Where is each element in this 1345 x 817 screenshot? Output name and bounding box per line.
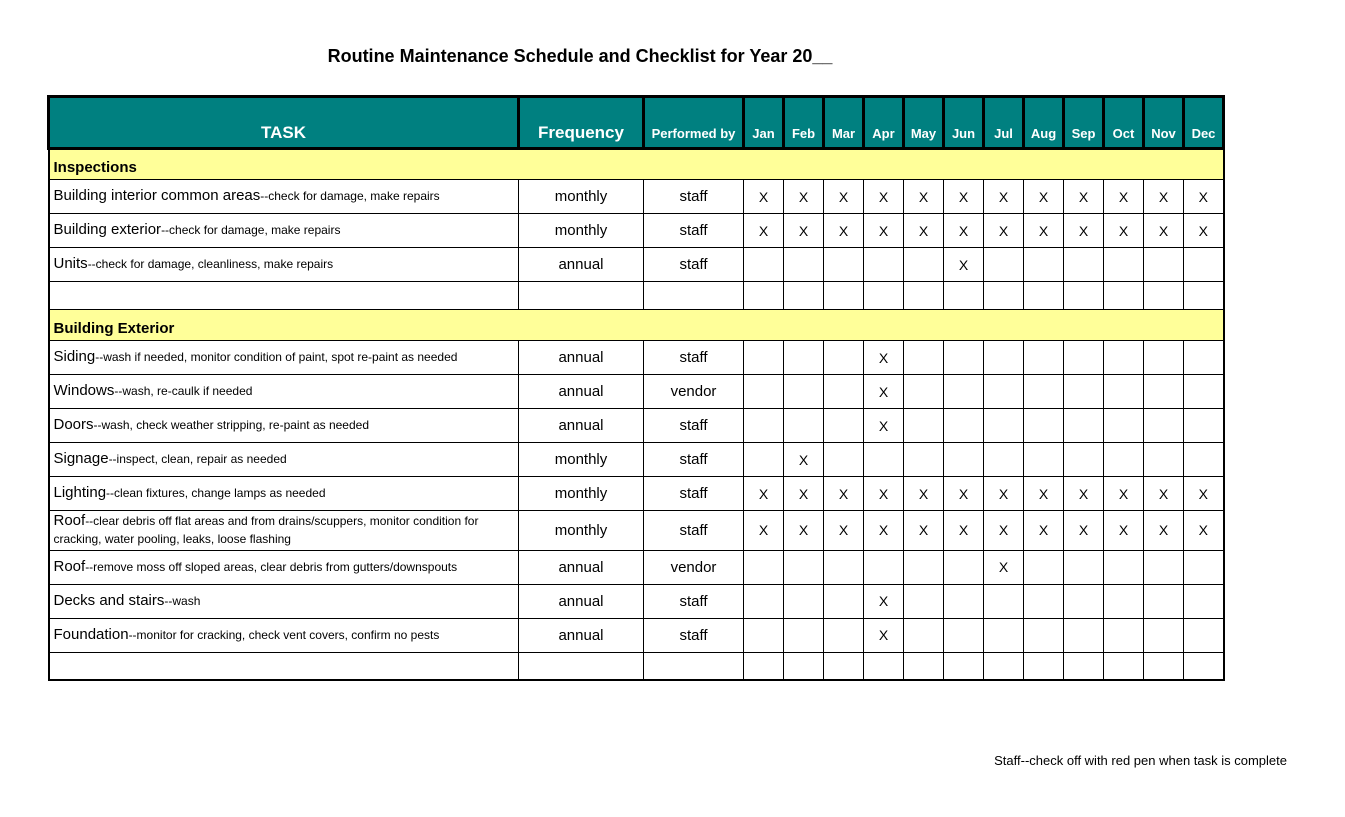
frequency-cell: annual xyxy=(519,584,644,618)
empty-performed-by-cell xyxy=(644,282,744,310)
performed-by-cell: staff xyxy=(644,618,744,652)
month-empty-cell-nov xyxy=(1144,375,1184,409)
month-mark-cell-feb: X xyxy=(784,214,824,248)
task-cell xyxy=(49,248,519,282)
month-empty-cell-may xyxy=(904,409,944,443)
month-empty-cell-feb xyxy=(784,341,824,375)
month-empty-cell-oct xyxy=(1104,248,1144,282)
performed-by-cell: staff xyxy=(644,248,744,282)
empty-month-cell-oct xyxy=(1104,282,1144,310)
month-empty-cell-nov xyxy=(1144,584,1184,618)
month-mark-cell-oct: X xyxy=(1104,214,1144,248)
col-header-month-dec: Dec xyxy=(1184,97,1224,149)
month-mark-cell-jun: X xyxy=(944,180,984,214)
month-empty-cell-oct xyxy=(1104,618,1144,652)
performed-by-cell: staff xyxy=(644,180,744,214)
month-empty-cell-mar xyxy=(824,618,864,652)
task-cell xyxy=(49,618,519,652)
month-empty-cell-oct xyxy=(1104,375,1144,409)
month-mark-cell-nov: X xyxy=(1144,511,1184,551)
col-header-month-mar: Mar xyxy=(824,97,864,149)
col-header-month-apr: Apr xyxy=(864,97,904,149)
month-empty-cell-aug xyxy=(1024,618,1064,652)
performed-by-cell: staff xyxy=(644,477,744,511)
month-empty-cell-may xyxy=(904,550,944,584)
month-mark-cell-may: X xyxy=(904,511,944,551)
task-description: --check for damage, cleanliness, make repairs xyxy=(87,257,334,272)
performed-by-cell: vendor xyxy=(644,375,744,409)
task-cell xyxy=(49,409,519,443)
month-empty-cell-jan xyxy=(744,375,784,409)
empty-month-cell-nov xyxy=(1144,652,1184,680)
empty-month-cell-jun xyxy=(944,282,984,310)
month-empty-cell-jun xyxy=(944,375,984,409)
month-empty-cell-dec xyxy=(1184,409,1224,443)
task-row xyxy=(49,477,1224,511)
month-empty-cell-dec xyxy=(1184,443,1224,477)
month-empty-cell-aug xyxy=(1024,584,1064,618)
month-empty-cell-oct xyxy=(1104,443,1144,477)
month-empty-cell-dec xyxy=(1184,584,1224,618)
month-mark-cell-apr: X xyxy=(864,375,904,409)
month-empty-cell-jan xyxy=(744,584,784,618)
section-row xyxy=(49,149,1224,180)
col-header-month-sep: Sep xyxy=(1064,97,1104,149)
task-description: --remove moss off sloped areas, clear debris from gutters/downspouts xyxy=(85,560,458,575)
month-empty-cell-aug xyxy=(1024,550,1064,584)
col-header-month-jun: Jun xyxy=(944,97,984,149)
month-mark-cell-feb: X xyxy=(784,443,824,477)
month-mark-cell-may: X xyxy=(904,180,944,214)
month-empty-cell-sep xyxy=(1064,584,1104,618)
month-empty-cell-jun xyxy=(944,409,984,443)
month-empty-cell-jul xyxy=(984,443,1024,477)
month-empty-cell-feb xyxy=(784,550,824,584)
empty-task-cell xyxy=(49,652,519,680)
month-mark-cell-jul: X xyxy=(984,477,1024,511)
empty-month-cell-apr xyxy=(864,652,904,680)
month-mark-cell-apr: X xyxy=(864,214,904,248)
month-empty-cell-jul xyxy=(984,618,1024,652)
empty-performed-by-cell xyxy=(644,652,744,680)
empty-month-cell-mar xyxy=(824,282,864,310)
empty-month-cell-feb xyxy=(784,282,824,310)
col-header-task: TASK xyxy=(49,97,519,149)
maintenance-schedule-table xyxy=(47,95,1225,681)
performed-by-cell: staff xyxy=(644,443,744,477)
month-empty-cell-oct xyxy=(1104,550,1144,584)
month-empty-cell-aug xyxy=(1024,443,1064,477)
month-empty-cell-may xyxy=(904,584,944,618)
task-row xyxy=(49,409,1224,443)
performed-by-cell: staff xyxy=(644,511,744,551)
month-empty-cell-mar xyxy=(824,443,864,477)
empty-month-cell-aug xyxy=(1024,652,1064,680)
frequency-cell: monthly xyxy=(519,477,644,511)
month-empty-cell-jan xyxy=(744,618,784,652)
col-header-month-may: May xyxy=(904,97,944,149)
col-header-month-feb: Feb xyxy=(784,97,824,149)
performed-by-cell: staff xyxy=(644,584,744,618)
empty-month-cell-dec xyxy=(1184,282,1224,310)
month-mark-cell-jul: X xyxy=(984,550,1024,584)
month-mark-cell-nov: X xyxy=(1144,214,1184,248)
month-empty-cell-jul xyxy=(984,248,1024,282)
month-empty-cell-feb xyxy=(784,618,824,652)
month-mark-cell-mar: X xyxy=(824,214,864,248)
month-empty-cell-nov xyxy=(1144,618,1184,652)
task-description: --wash xyxy=(164,594,201,609)
month-mark-cell-apr: X xyxy=(864,511,904,551)
col-header-month-nov: Nov xyxy=(1144,97,1184,149)
month-empty-cell-mar xyxy=(824,341,864,375)
task-cell xyxy=(49,214,519,248)
month-empty-cell-dec xyxy=(1184,618,1224,652)
month-empty-cell-mar xyxy=(824,248,864,282)
month-empty-cell-jun xyxy=(944,341,984,375)
month-mark-cell-oct: X xyxy=(1104,477,1144,511)
month-mark-cell-may: X xyxy=(904,477,944,511)
empty-month-cell-jul xyxy=(984,282,1024,310)
frequency-cell: annual xyxy=(519,375,644,409)
frequency-cell: annual xyxy=(519,248,644,282)
empty-month-cell-may xyxy=(904,652,944,680)
task-name: Windows xyxy=(53,382,115,400)
performed-by-cell: staff xyxy=(644,341,744,375)
month-empty-cell-jul xyxy=(984,341,1024,375)
section-row xyxy=(49,310,1224,341)
empty-month-cell-jan xyxy=(744,282,784,310)
month-empty-cell-may xyxy=(904,341,944,375)
task-row xyxy=(49,341,1224,375)
month-mark-cell-jun: X xyxy=(944,214,984,248)
empty-month-cell-nov xyxy=(1144,282,1184,310)
task-cell xyxy=(49,550,519,584)
empty-month-cell-jun xyxy=(944,652,984,680)
month-empty-cell-jun xyxy=(944,550,984,584)
task-row xyxy=(49,443,1224,477)
month-mark-cell-jun: X xyxy=(944,477,984,511)
month-empty-cell-sep xyxy=(1064,375,1104,409)
task-cell xyxy=(49,511,519,551)
month-empty-cell-jul xyxy=(984,409,1024,443)
task-row xyxy=(49,214,1224,248)
month-empty-cell-jan xyxy=(744,443,784,477)
task-row xyxy=(49,511,1224,551)
month-mark-cell-nov: X xyxy=(1144,477,1184,511)
month-empty-cell-jun xyxy=(944,584,984,618)
month-mark-cell-aug: X xyxy=(1024,214,1064,248)
month-empty-cell-oct xyxy=(1104,584,1144,618)
section-label: Inspections xyxy=(49,149,1224,180)
month-mark-cell-feb: X xyxy=(784,477,824,511)
frequency-cell: annual xyxy=(519,341,644,375)
month-mark-cell-oct: X xyxy=(1104,180,1144,214)
month-empty-cell-sep xyxy=(1064,618,1104,652)
month-empty-cell-nov xyxy=(1144,443,1184,477)
frequency-cell: monthly xyxy=(519,511,644,551)
frequency-cell: monthly xyxy=(519,214,644,248)
month-mark-cell-oct: X xyxy=(1104,511,1144,551)
task-row xyxy=(49,375,1224,409)
month-empty-cell-aug xyxy=(1024,341,1064,375)
empty-row xyxy=(49,652,1224,680)
month-empty-cell-jan xyxy=(744,550,784,584)
performed-by-cell: staff xyxy=(644,214,744,248)
col-header-month-jan: Jan xyxy=(744,97,784,149)
col-header-month-oct: Oct xyxy=(1104,97,1144,149)
task-cell xyxy=(49,180,519,214)
month-mark-cell-jul: X xyxy=(984,180,1024,214)
month-empty-cell-aug xyxy=(1024,375,1064,409)
month-mark-cell-jun: X xyxy=(944,248,984,282)
month-empty-cell-dec xyxy=(1184,550,1224,584)
empty-row xyxy=(49,282,1224,310)
frequency-cell: annual xyxy=(519,409,644,443)
col-header-month-aug: Aug xyxy=(1024,97,1064,149)
month-empty-cell-sep xyxy=(1064,443,1104,477)
task-name: Doors xyxy=(53,416,94,434)
month-mark-cell-may: X xyxy=(904,214,944,248)
month-empty-cell-nov xyxy=(1144,341,1184,375)
task-row xyxy=(49,248,1224,282)
month-empty-cell-feb xyxy=(784,375,824,409)
month-empty-cell-nov xyxy=(1144,409,1184,443)
empty-month-cell-aug xyxy=(1024,282,1064,310)
task-name: Building exterior xyxy=(53,221,162,239)
frequency-cell: annual xyxy=(519,618,644,652)
header-row xyxy=(49,97,1224,149)
month-empty-cell-mar xyxy=(824,584,864,618)
section-label: Building Exterior xyxy=(49,310,1224,341)
month-mark-cell-sep: X xyxy=(1064,180,1104,214)
month-mark-cell-feb: X xyxy=(784,180,824,214)
month-empty-cell-may xyxy=(904,248,944,282)
month-empty-cell-aug xyxy=(1024,248,1064,282)
month-mark-cell-jan: X xyxy=(744,477,784,511)
task-cell xyxy=(49,443,519,477)
month-mark-cell-apr: X xyxy=(864,477,904,511)
month-mark-cell-apr: X xyxy=(864,341,904,375)
month-mark-cell-dec: X xyxy=(1184,477,1224,511)
month-mark-cell-sep: X xyxy=(1064,214,1104,248)
empty-month-cell-dec xyxy=(1184,652,1224,680)
task-name: Foundation xyxy=(53,626,129,644)
month-empty-cell-apr xyxy=(864,248,904,282)
col-header-frequency: Frequency xyxy=(519,97,644,149)
month-mark-cell-apr: X xyxy=(864,618,904,652)
month-empty-cell-apr xyxy=(864,550,904,584)
month-mark-cell-sep: X xyxy=(1064,477,1104,511)
col-header-performed-by: Performed by xyxy=(644,97,744,149)
month-empty-cell-dec xyxy=(1184,248,1224,282)
col-header-month-jul: Jul xyxy=(984,97,1024,149)
month-empty-cell-apr xyxy=(864,443,904,477)
month-mark-cell-jul: X xyxy=(984,214,1024,248)
month-empty-cell-mar xyxy=(824,409,864,443)
month-empty-cell-dec xyxy=(1184,375,1224,409)
task-cell xyxy=(49,341,519,375)
task-description: --check for damage, make repairs xyxy=(260,189,440,204)
task-name: Roof xyxy=(53,558,86,576)
frequency-cell: annual xyxy=(519,550,644,584)
task-row xyxy=(49,550,1224,584)
month-empty-cell-sep xyxy=(1064,248,1104,282)
month-empty-cell-jul xyxy=(984,375,1024,409)
month-empty-cell-oct xyxy=(1104,409,1144,443)
month-mark-cell-aug: X xyxy=(1024,180,1064,214)
task-description: --clear debris off flat areas and from drains/scuppers, monitor condition for cracking, water pooling, leaks, loose flashing xyxy=(53,514,479,547)
month-mark-cell-dec: X xyxy=(1184,214,1224,248)
month-empty-cell-sep xyxy=(1064,550,1104,584)
month-empty-cell-may xyxy=(904,443,944,477)
task-row xyxy=(49,584,1224,618)
month-mark-cell-dec: X xyxy=(1184,180,1224,214)
empty-month-cell-sep xyxy=(1064,652,1104,680)
task-cell xyxy=(49,375,519,409)
table-header xyxy=(49,97,1224,149)
month-empty-cell-may xyxy=(904,375,944,409)
empty-month-cell-mar xyxy=(824,652,864,680)
empty-frequency-cell xyxy=(519,652,644,680)
month-mark-cell-dec: X xyxy=(1184,511,1224,551)
frequency-cell: monthly xyxy=(519,443,644,477)
month-empty-cell-nov xyxy=(1144,248,1184,282)
task-description: --check for damage, make repairs xyxy=(161,223,341,238)
month-mark-cell-mar: X xyxy=(824,511,864,551)
month-mark-cell-jun: X xyxy=(944,511,984,551)
month-empty-cell-jul xyxy=(984,584,1024,618)
month-empty-cell-mar xyxy=(824,550,864,584)
footer-note: Staff--check off with red pen when task is complete xyxy=(994,753,1287,768)
month-empty-cell-feb xyxy=(784,584,824,618)
task-name: Units xyxy=(53,255,88,273)
month-mark-cell-mar: X xyxy=(824,477,864,511)
task-row xyxy=(49,618,1224,652)
empty-month-cell-feb xyxy=(784,652,824,680)
task-name: Roof xyxy=(53,512,86,529)
task-name: Siding xyxy=(53,348,96,366)
task-name: Lighting xyxy=(53,484,107,502)
task-description: --wash, re-caulk if needed xyxy=(114,384,253,399)
task-description: --wash if needed, monitor condition of paint, spot re-paint as needed xyxy=(95,350,458,365)
month-empty-cell-feb xyxy=(784,409,824,443)
month-mark-cell-feb: X xyxy=(784,511,824,551)
month-mark-cell-aug: X xyxy=(1024,511,1064,551)
task-name: Signage xyxy=(53,450,109,468)
month-mark-cell-sep: X xyxy=(1064,511,1104,551)
month-empty-cell-mar xyxy=(824,375,864,409)
empty-month-cell-sep xyxy=(1064,282,1104,310)
task-description: --clean fixtures, change lamps as needed xyxy=(106,486,326,501)
empty-month-cell-may xyxy=(904,282,944,310)
task-name: Building interior common areas xyxy=(53,187,261,205)
month-mark-cell-jul: X xyxy=(984,511,1024,551)
empty-month-cell-jan xyxy=(744,652,784,680)
frequency-cell: monthly xyxy=(519,180,644,214)
performed-by-cell: vendor xyxy=(644,550,744,584)
month-mark-cell-jan: X xyxy=(744,180,784,214)
page-title: Routine Maintenance Schedule and Checklist for Year 20__ xyxy=(327,46,833,66)
task-name: Decks and stairs xyxy=(53,592,165,610)
table-body xyxy=(49,149,1224,681)
month-mark-cell-apr: X xyxy=(864,180,904,214)
month-mark-cell-nov: X xyxy=(1144,180,1184,214)
performed-by-cell: staff xyxy=(644,409,744,443)
empty-month-cell-jul xyxy=(984,652,1024,680)
task-cell xyxy=(49,477,519,511)
month-empty-cell-oct xyxy=(1104,341,1144,375)
month-mark-cell-mar: X xyxy=(824,180,864,214)
month-empty-cell-may xyxy=(904,618,944,652)
month-empty-cell-aug xyxy=(1024,409,1064,443)
month-mark-cell-apr: X xyxy=(864,584,904,618)
month-mark-cell-aug: X xyxy=(1024,477,1064,511)
task-row xyxy=(49,180,1224,214)
month-mark-cell-jan: X xyxy=(744,511,784,551)
month-empty-cell-nov xyxy=(1144,550,1184,584)
task-description: --wash, check weather stripping, re-paint as needed xyxy=(93,418,369,433)
month-mark-cell-apr: X xyxy=(864,409,904,443)
month-empty-cell-jun xyxy=(944,618,984,652)
empty-month-cell-oct xyxy=(1104,652,1144,680)
empty-month-cell-apr xyxy=(864,282,904,310)
task-description: --inspect, clean, repair as needed xyxy=(108,452,287,467)
month-empty-cell-jun xyxy=(944,443,984,477)
empty-frequency-cell xyxy=(519,282,644,310)
month-empty-cell-jan xyxy=(744,341,784,375)
month-empty-cell-feb xyxy=(784,248,824,282)
month-empty-cell-jan xyxy=(744,409,784,443)
task-cell xyxy=(49,584,519,618)
month-empty-cell-sep xyxy=(1064,341,1104,375)
month-empty-cell-jan xyxy=(744,248,784,282)
empty-task-cell xyxy=(49,282,519,310)
month-empty-cell-sep xyxy=(1064,409,1104,443)
month-mark-cell-jan: X xyxy=(744,214,784,248)
task-description: --monitor for cracking, check vent covers, confirm no pests xyxy=(128,628,440,643)
month-empty-cell-dec xyxy=(1184,341,1224,375)
